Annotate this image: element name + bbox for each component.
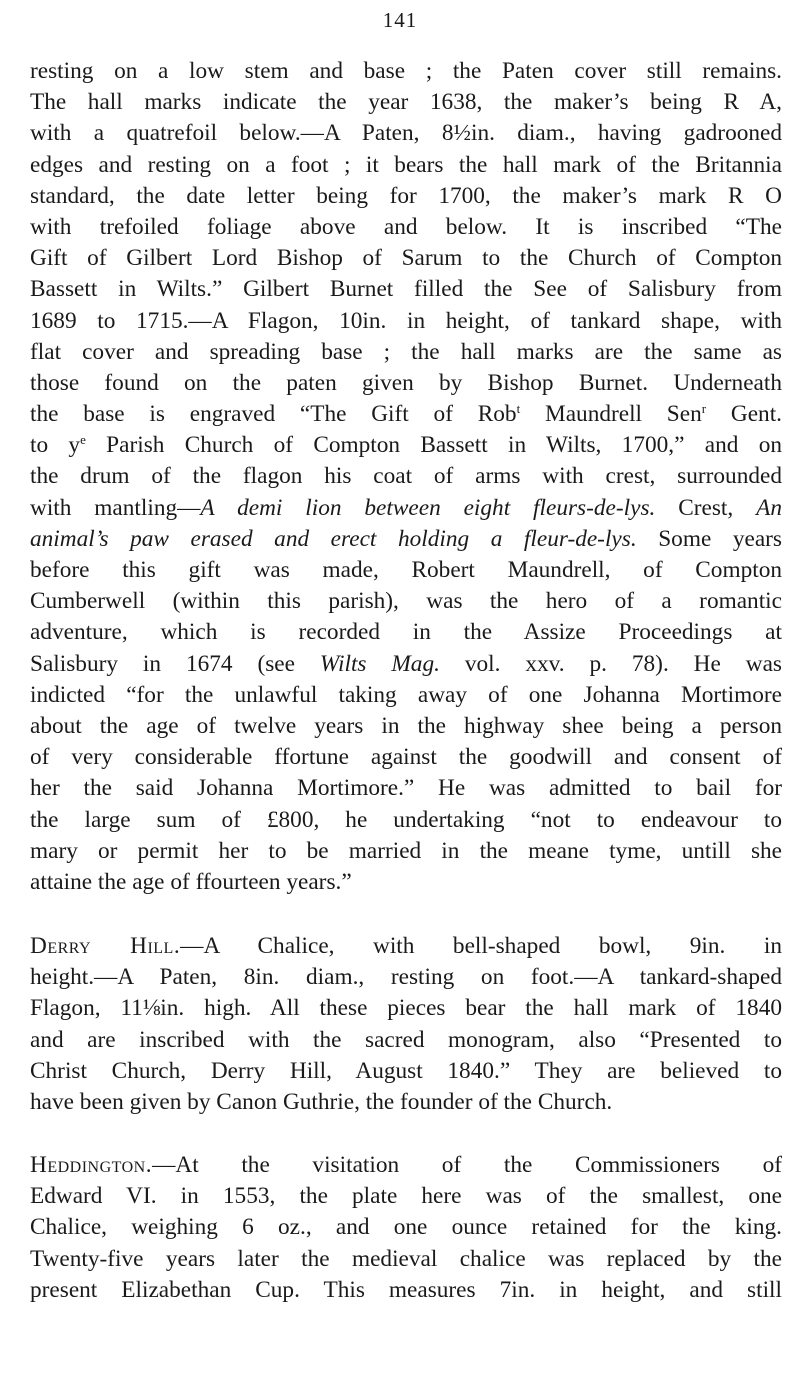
text-line: indicted “for the unlawful taking away of one Johanna Mortimore [30, 681, 782, 708]
section-heading: Heddington. [30, 1152, 153, 1178]
text-line: of very considerable ffortune against the goodwill and consent of [30, 744, 782, 771]
text-line: the large sum of £800, he undertaking “not to endeavour to [30, 806, 782, 833]
text-line: edges and resting on a foot ; it bears the hall mark of the Britannia [30, 151, 782, 178]
text-line: those found on the paten given by Bishop Burnet. Underneath [30, 369, 782, 396]
text-fragment: the base is engraved “The Gift of Rob [30, 401, 517, 428]
text-fragment: vol. xxv. p. 78). He was [439, 650, 782, 677]
superscript: e [80, 432, 86, 448]
text-fragment: to y [30, 432, 81, 459]
text-fragment: with mantling— [30, 494, 201, 521]
text-line: 1689 to 1715.—A Flagon, 10in. in height, of tankard shape, with [30, 307, 782, 334]
text-line: Twenty-five years later the medieval chalice was replaced by the [30, 1245, 782, 1272]
text-line: Bassett in Wilts.” Gilbert Burnet filled the See of Salisbury from [30, 276, 782, 303]
text-line: attaine the age of ffourteen years.” [30, 868, 352, 895]
text-line [30, 649, 782, 680]
text-line: and are inscribed with the sacred monogram, also “Presented to [30, 1026, 782, 1053]
text-fragment: Salisbury in 1674 (see [30, 650, 320, 677]
paragraph-derry-hill [30, 931, 782, 1118]
text-line: about the age of twelve years in the highway shee being a person [30, 712, 782, 739]
text-line: Cumberwell (within this parish), was the hero of a romantic [30, 588, 782, 615]
text-fragment: —A Chalice, with bell-shaped bowl, 9in. in [180, 933, 782, 959]
text-fragment: Some years [636, 525, 783, 552]
text-line: Edward VI. in 1553, the plate here was of the smallest, one [30, 1183, 782, 1210]
text-line [30, 493, 782, 524]
text-fragment: —At the visitation of the Commissioners of [152, 1152, 782, 1178]
text-line: Flagon, 11⅛in. high. All these pieces bear the hall mark of 1840 [30, 995, 782, 1022]
paragraph-heddington [30, 1150, 782, 1306]
superscript: t [516, 401, 521, 417]
text-line [30, 524, 782, 555]
paragraph-compton-bassett [30, 56, 782, 898]
text-line: The hall marks indicate the year 1638, the maker’s being R A, [30, 89, 782, 116]
text-line: her the said Johanna Mortimore.” He was admitted to bail for [30, 775, 782, 802]
italic-crest: animal’s paw erased and erect holding a fleur-de-lys. [30, 525, 637, 552]
superscript: r [701, 401, 707, 417]
text-line [30, 1150, 782, 1181]
text-line: with trefoiled foliage above and below. It is inscribed “The [30, 213, 782, 240]
text-line: have been given by Canon Guthrie, the founder of the Church. [30, 1088, 613, 1115]
italic-citation: Wilts Mag. [319, 650, 440, 677]
italic-crest: An [756, 494, 782, 521]
text-fragment: Gent. [706, 401, 783, 428]
italic-blazon: A demi lion between eight fleurs-de-lys. [200, 494, 656, 521]
text-line [30, 399, 782, 430]
text-line: Christ Church, Derry Hill, August 1840.” They are believed to [30, 1057, 782, 1084]
page-number: 141 [382, 8, 418, 32]
text-line [30, 430, 782, 461]
text-line: standard, the date letter being for 1700, the maker’s mark R O [30, 182, 782, 209]
text-line: before this gift was made, Robert Maundrell, of Compton [30, 557, 782, 583]
text-line: flat cover and spreading base ; the hall marks are the same as [30, 338, 782, 365]
text-fragment: Crest, [655, 494, 757, 521]
section-heading: Derry Hill. [30, 933, 181, 959]
text-line [30, 931, 782, 962]
text-line: present Elizabethan Cup. This measures 7in. in height, and still [30, 1276, 782, 1303]
text-line: height.—A Paten, 8in. diam., resting on foot.—A tankard-shaped [30, 964, 782, 991]
text-fragment: Parish Church of Compton Bassett in Wilts, 1700,” and on [85, 432, 783, 459]
text-line: Chalice, weighing 6 oz., and one ounce retained for the king. [30, 1214, 782, 1241]
text-fragment: Maundrell Sen [520, 401, 702, 428]
text-line: resting on a low stem and base ; the Paten cover still remains. [30, 58, 782, 84]
text-line: the drum of the flagon his coat of arms with crest, surrounded [30, 463, 782, 490]
text-line: adventure, which is recorded in the Assize Proceedings at [30, 619, 782, 646]
text-line: Gift of Gilbert Lord Bishop of Sarum to the Church of Compton [30, 245, 782, 272]
text-line: with a quatrefoil below.—A Paten, 8½in. diam., having gadrooned [30, 120, 782, 147]
text-line: mary or permit her to be married in the meane tyme, untill she [30, 837, 782, 864]
